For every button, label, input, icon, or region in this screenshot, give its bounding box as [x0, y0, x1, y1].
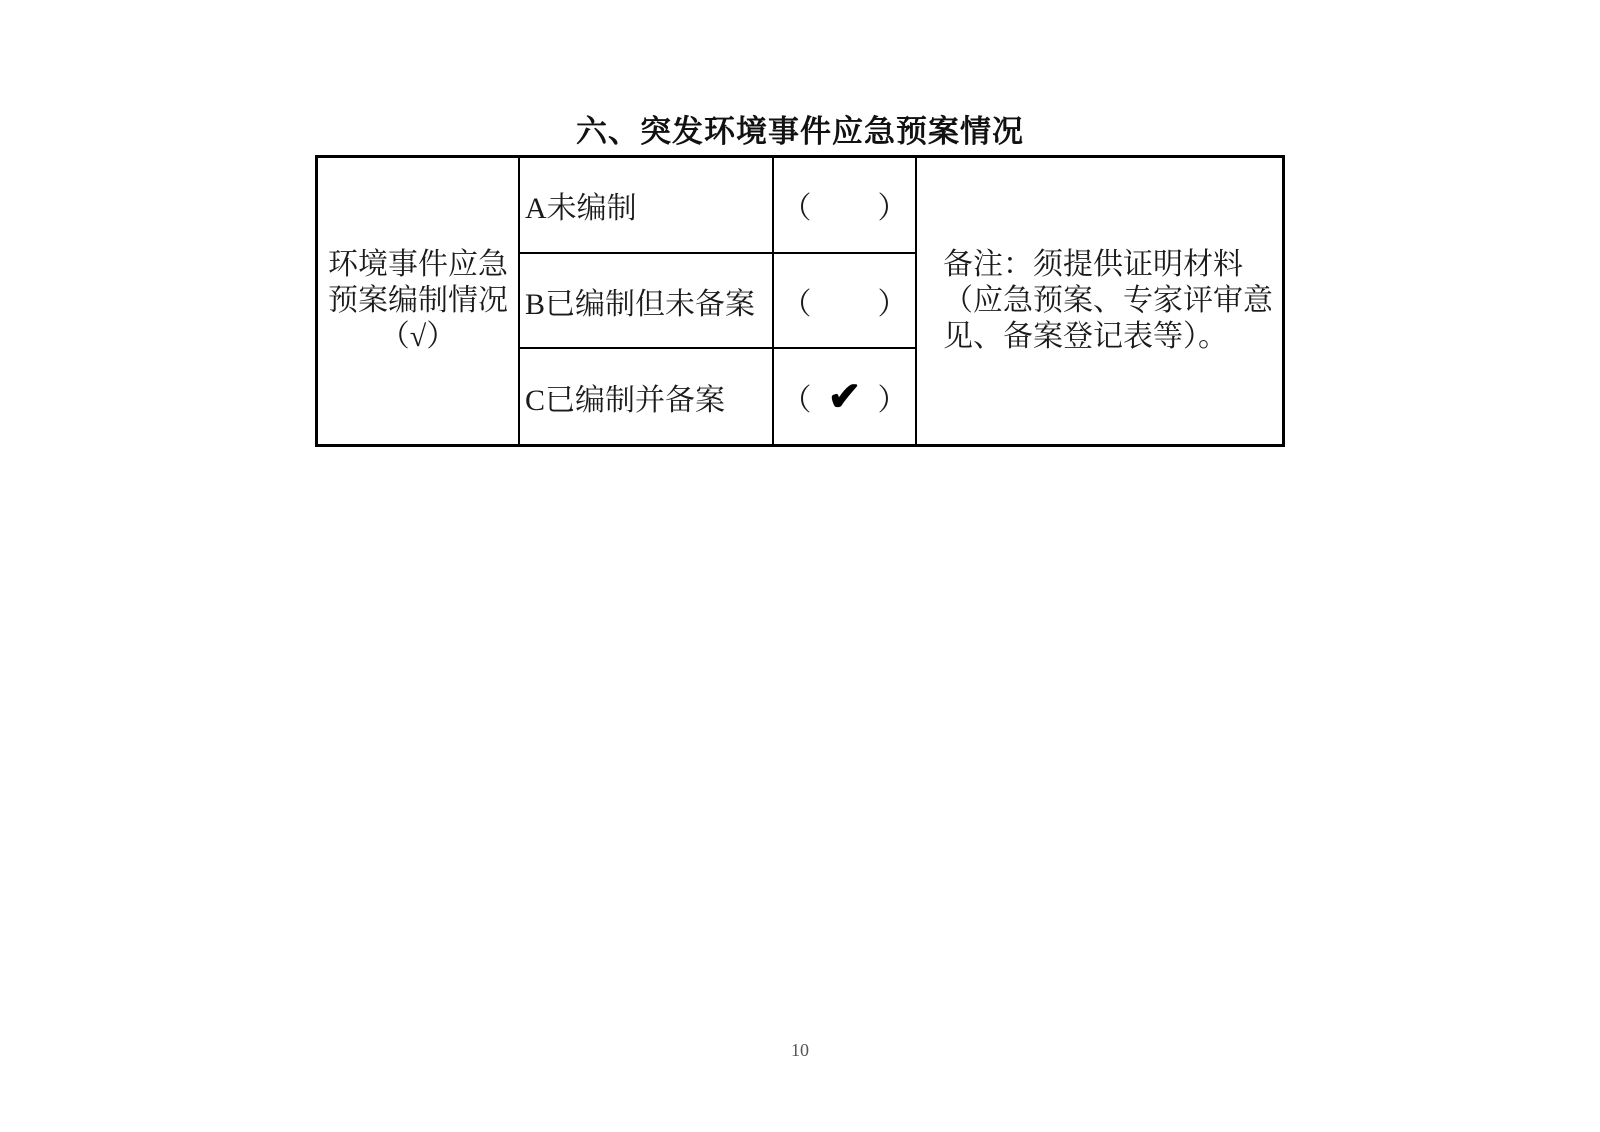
paren-open: （ [781, 383, 812, 417]
header-line: 环境事件应急 [328, 248, 508, 281]
paren-close: ） [877, 287, 908, 321]
option-c-label: C已编制并备案 [520, 349, 774, 444]
option-a-check-cell [774, 158, 917, 254]
paren-open: （ [781, 287, 812, 321]
paren-close: ） [877, 383, 908, 417]
page-title: 六、突发环境事件应急预案情况 [576, 114, 1024, 149]
option-c-check-cell [774, 349, 917, 444]
remark-line: （应急预案、专家评审意 [943, 284, 1273, 317]
page-number: 10 [791, 1040, 809, 1060]
option-a-label: A未编制 [520, 158, 774, 254]
row-header-cell [318, 158, 520, 444]
remark-line: 见、备案登记表等）。 [943, 320, 1228, 353]
paren-close: ） [877, 192, 908, 225]
paren-open: （ [781, 192, 812, 225]
check-mark-icon: ✔ [827, 373, 862, 419]
option-b-check-cell [774, 254, 917, 349]
emergency-plan-table [315, 155, 1285, 447]
header-line: （√） [379, 320, 457, 353]
remark-cell [917, 158, 1282, 444]
option-b-label: B已编制但未备案 [520, 254, 774, 349]
header-line: 预案编制情况 [328, 284, 508, 317]
remark-line: 备注：须提供证明材料 [943, 248, 1243, 281]
